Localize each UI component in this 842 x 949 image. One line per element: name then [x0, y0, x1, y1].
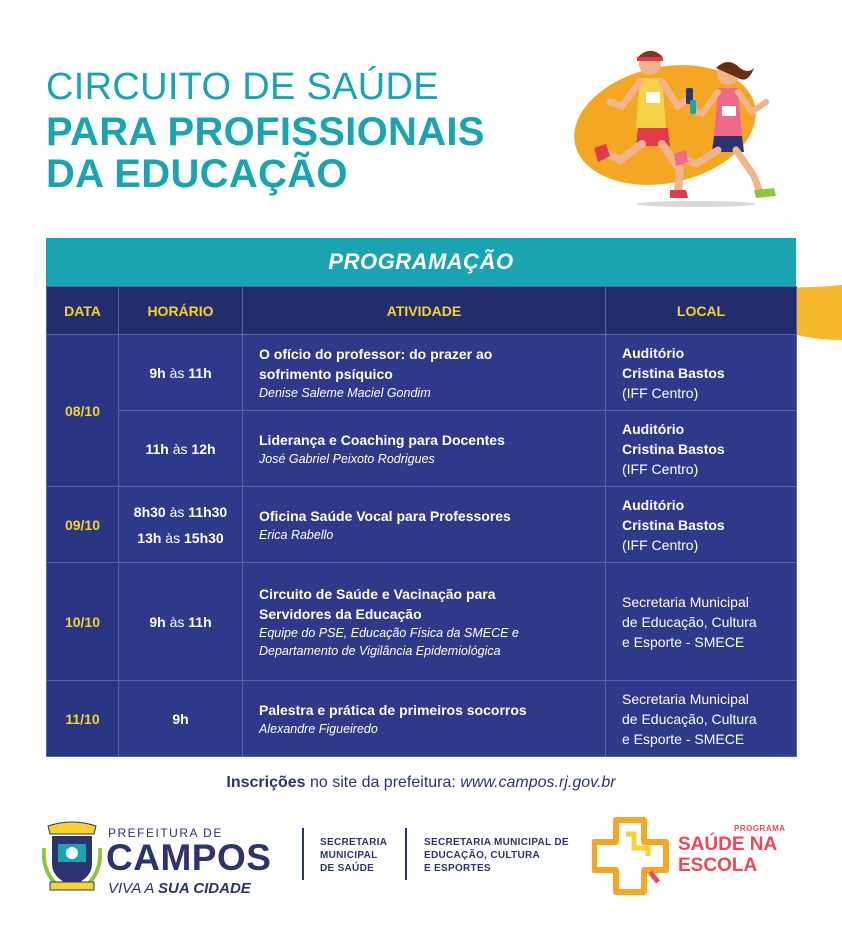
activity-cell — [243, 563, 606, 681]
col-header-atividade: ATIVIDADE — [243, 287, 606, 335]
secretaria-saude-label: SECRETARIA MUNICIPAL DE SAÚDE — [320, 837, 388, 874]
location-cell: Secretaria Municipal de Educação, Cultura e Esporte - SMECE — [606, 563, 797, 681]
activity-speaker: Erica Rabello — [259, 527, 334, 542]
title-line-3: DA EDUCAÇÃO — [46, 152, 348, 196]
registration-url[interactable]: www.campos.rj.gov.br — [460, 774, 616, 791]
table-header-row — [47, 287, 797, 335]
time-cell: 11h às 12h — [119, 411, 243, 487]
date-cell: 09/10 — [47, 487, 119, 563]
saude-escola-wordmark: SAÚDE NA ESCOLA — [678, 834, 778, 876]
footer-logos — [0, 810, 842, 910]
activity-title: Palestra e prática de primeiros socorros — [259, 701, 527, 718]
location-cell: Auditório Cristina Bastos (IFF Centro) — [606, 411, 797, 487]
time-cell: 8h30 às 11h30 13h às 15h30 — [119, 487, 243, 563]
campos-wordmark: CAMPOS — [106, 837, 272, 878]
location-cell: Auditório Cristina Bastos (IFF Centro) — [606, 487, 797, 563]
activity-title: Liderança e Coaching para Docentes — [259, 431, 505, 448]
col-header-data: DATA — [47, 287, 119, 335]
time-cell: 9h — [119, 681, 243, 757]
table-row — [47, 335, 797, 411]
activity-cell — [243, 411, 606, 487]
activity-speaker: Alexandre Figueiredo — [259, 721, 378, 736]
activity-title: O ofício do professor: do prazer ao sofrimento psíquico — [259, 345, 493, 382]
date-cell: 08/10 — [47, 335, 119, 487]
col-header-local: LOCAL — [606, 287, 797, 335]
title-line-1: CIRCUITO DE SAÚDE — [46, 66, 439, 108]
col-header-horario: HORÁRIO — [119, 287, 243, 335]
divider — [302, 828, 304, 880]
activity-title: Oficina Saúde Vocal para Professores — [259, 507, 511, 524]
time-cell: 9h às 11h — [119, 563, 243, 681]
program-table — [46, 286, 797, 757]
divider — [405, 828, 407, 880]
campos-crest-icon — [42, 818, 102, 894]
programa-label: PROGRAMA — [734, 824, 786, 833]
date-cell: 10/10 — [47, 563, 119, 681]
table-row — [47, 563, 797, 681]
activity-cell — [243, 487, 606, 563]
table-row — [47, 411, 797, 487]
location-cell: Auditório Cristina Bastos (IFF Centro) — [606, 335, 797, 411]
activity-speaker: Equipe do PSE, Educação Física da SMECE e Departamento de Vigilância Epidemiológica — [259, 625, 519, 658]
activity-speaker: José Gabriel Peixoto Rodrigues — [259, 451, 435, 466]
programacao-band: PROGRAMAÇÃO — [46, 238, 796, 286]
table-row — [47, 681, 797, 757]
saude-escola-cross-icon — [592, 816, 672, 896]
activity-cell — [243, 681, 606, 757]
prefeitura-label: PREFEITURA DE — [108, 826, 223, 840]
schedule-table — [46, 238, 796, 757]
activity-speaker: Denise Saleme Maciel Gondim — [259, 385, 431, 400]
campos-slogan: VIVA A SUA CIDADE — [108, 880, 251, 897]
registration-line: Inscrições no site da prefeitura: www.campos.rj.gov.br — [226, 774, 616, 791]
title-line-2: PARA PROFISSIONAIS — [46, 110, 485, 154]
activity-title: Circuito de Saúde e Vacinação para Servidores da Educação — [259, 585, 496, 622]
table-row — [47, 487, 797, 563]
activity-cell — [243, 335, 606, 411]
secretaria-educacao-label: SECRETARIA MUNICIPAL DE EDUCAÇÃO, CULTURA E ESPORTES — [424, 837, 569, 874]
time-cell: 9h às 11h — [119, 335, 243, 411]
location-cell: Secretaria Municipal de Educação, Cultura e Esporte - SMECE — [606, 681, 797, 757]
ground-shadow — [636, 201, 756, 207]
date-cell: 11/10 — [47, 681, 119, 757]
